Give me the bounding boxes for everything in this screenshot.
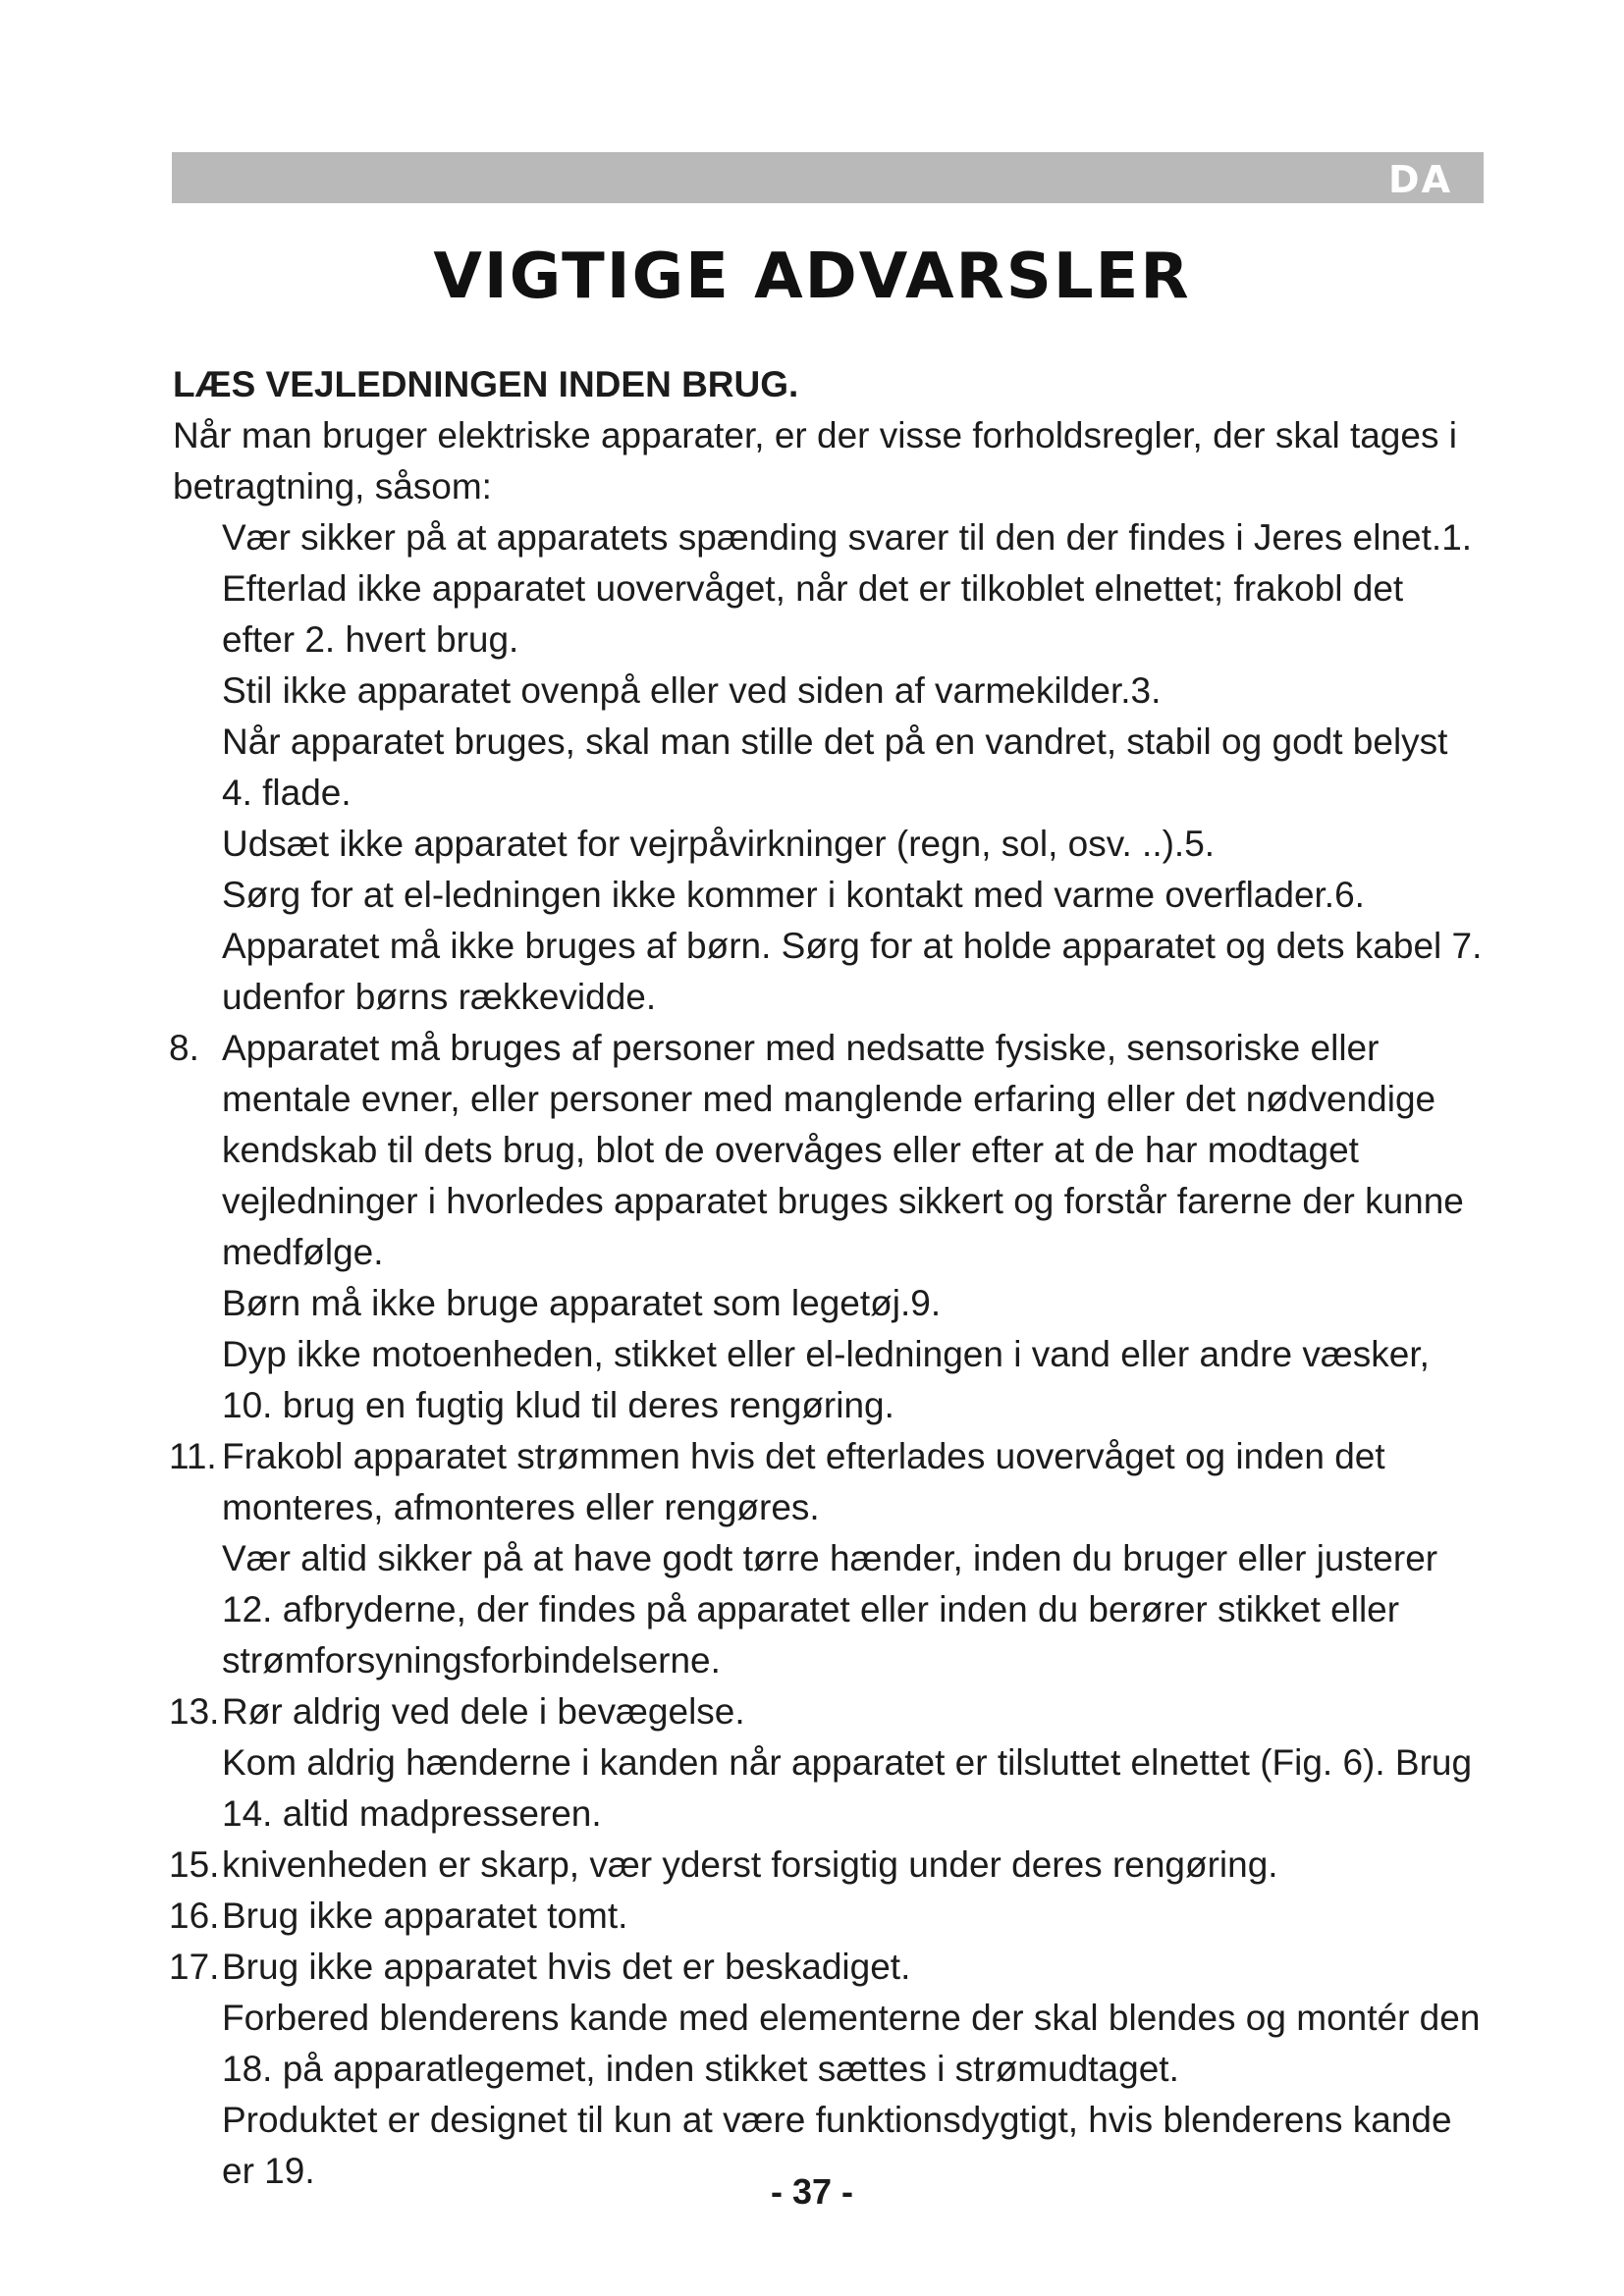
warning-item-number: 16. [169,1896,220,1936]
warning-item [173,1329,1484,1431]
warning-item-text: Når apparatet bruges, skal man stille det på en vandret, stabil og godt belyst 4. flade. [222,721,1448,813]
page-number: - 37 - [770,2171,854,2212]
warning-item [173,717,1484,819]
warning-item [173,819,1484,870]
warning-item-text: Stil ikke apparatet ovenpå eller ved siden af varmekilder.3. [222,670,1162,711]
subtitle: LÆS VEJLEDNINGEN INDEN BRUG. [173,364,799,404]
warning-item-text: Dyp ikke motoenheden, stikket eller el-ledningen i vand eller andre væsker, 10. brug en fugtig klud til deres rengøring. [222,1334,1430,1425]
warning-item-text: Brug ikke apparatet tomt. [222,1896,628,1936]
warning-item [173,512,1484,563]
warning-item [173,1278,1484,1329]
warning-item-number: 17. [169,1947,220,1987]
warning-item-number: 13. [169,1691,220,1732]
language-header-bar [172,152,1484,203]
warning-item-text: Vær altid sikker på at have godt tørre hænder, inden du bruger eller justerer 12. afbryderne, der findes på apparatet eller inden du berører stikket eller strømforsyningsforbindelserne. [222,1538,1438,1681]
intro-paragraph: Når man bruger elektriske apparater, er der visse forholdsregler, der skal tages i betragtning, såsom: [173,415,1457,507]
warning-item [173,1737,1484,1840]
warning-list [169,512,1587,2197]
warning-item-text: Apparatet må ikke bruges af børn. Sørg for at holde apparatet og dets kabel 7. udenfor børns rækkevidde. [222,926,1483,1017]
warning-item [169,1686,1484,1737]
warning-item [169,1840,1484,1891]
warning-item [173,666,1484,717]
warning-item-text: Apparatet må bruges af personer med nedsatte fysiske, sensoriske eller mentale evner, eller personer med manglende erfaring eller det nødvendige kendskab til dets brug, blot de overvåges eller efter at de har modtaget vejledninger i hvorledes apparatet bruges sikkert og forstår farerne der kunne medfølge. [222,1028,1464,1272]
page-title: VIGTIGE ADVARSLER [433,240,1191,313]
warning-item-text: Vær sikker på at apparatets spænding svarer til den der findes i Jeres elnet.1. [222,517,1473,558]
warning-item [173,1533,1484,1686]
warning-item [169,1431,1484,1533]
warning-item-text: Kom aldrig hænderne i kanden når apparatet er tilsluttet elnettet (Fig. 6). Brug 14. altid madpresseren. [222,1742,1473,1834]
warning-item [169,1891,1484,1942]
warning-item-number: 8. [169,1028,199,1068]
warning-item [169,1023,1484,1278]
warning-item-text: Rør aldrig ved dele i bevægelse. [222,1691,745,1732]
warning-item-text: Efterlad ikke apparatet uovervåget, når det er tilkoblet elnettet; frakobl det efter 2. hvert brug. [222,568,1404,660]
warning-item [173,1993,1484,2095]
language-code: DA [1388,158,1452,201]
warning-item [173,563,1484,666]
warning-item [173,870,1484,921]
warning-item [173,921,1484,1023]
warning-item-text: Forbered blenderens kande med elementerne der skal blendes og montér den 18. på apparatlegemet, inden stikket sættes i strømudtaget. [222,1998,1481,2089]
warnings-content [169,359,1587,2197]
warning-item-number: 15. [169,1844,220,1885]
warning-item-text: Udsæt ikke apparatet for vejrpåvirkninger (regn, sol, osv. ..).5. [222,824,1216,864]
warning-item [169,1942,1484,1993]
warning-item-number: 11. [169,1436,217,1476]
warning-item-text: Sørg for at el-ledningen ikke kommer i kontakt med varme overflader.6. [222,875,1365,915]
warning-item-text: Børn må ikke bruge apparatet som legetøj.9. [222,1283,942,1323]
warning-item-text: knivenheden er skarp, vær yderst forsigtig under deres rengøring. [222,1844,1278,1885]
warning-item-text: Brug ikke apparatet hvis det er beskadiget. [222,1947,911,1987]
warning-item-text: Frakobl apparatet strømmen hvis det efterlades uovervåget og inden det monteres, afmonteres eller rengøres. [222,1436,1385,1527]
warning-item-text: Produktet er designet til kun at være funktionsdygtigt, hvis blenderens kande er 19. [222,2100,1452,2191]
